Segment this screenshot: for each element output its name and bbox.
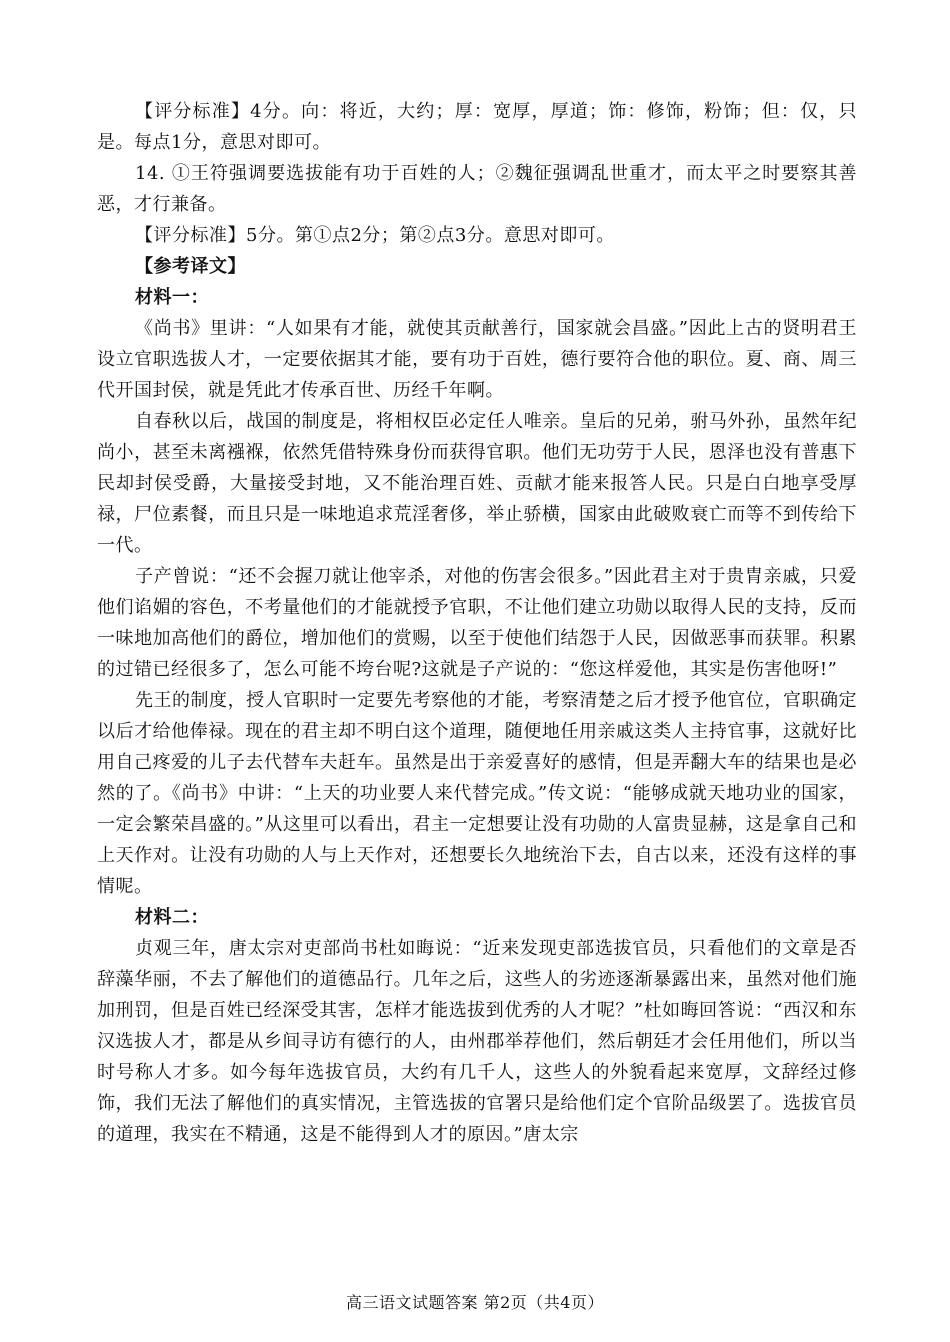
- material-one-para-2: 自春秋以后，战国的制度是，将相权臣必定任人唯亲。皇后的兄弟，驸马外孙，虽然年纪尚小，甚至未离襁褓，依然凭借特殊身份而获得官职。他们无功劳于人民，恩泽也没有普惠下民却封侯受爵，大量接受封地，又不能治理百姓、贡献才能来报答人民。只是白白地享受厚禄，尸位素餐，而且只是一味地追求荒淫奢侈，举止骄横，国家由此破败衰亡而等不到传给下一代。: [97, 411, 857, 556]
- page-content: [97, 96, 857, 1150]
- page-footer: 高三语文试题答案 第2页（共4页）: [346, 1293, 604, 1312]
- material-one-para-3: 子产曾说：“还不会握刀就让他宰杀，对他的伤害会很多。”因此君主对于贵胄亲戚，只爱他们谄媚的容色，不考量他们的才能就授予官职，不让他们建立功勋以取得人民的支持，反而一味地加高他们的爵位，增加他们的赏赐，以至于使他们结怨于人民，因做恶事而获罪。积累的过错已经很多了，怎么可能不垮台呢?这就是子产说的：“您这样爱他，其实是伤害他呀!”: [97, 566, 857, 680]
- reference-translation-heading: 【参考译文】: [135, 256, 246, 277]
- material-one-heading: 材料一：: [135, 287, 209, 308]
- material-one-para-1: 《尚书》里讲：“人如果有才能，就使其贡献善行，国家就会昌盛。”因此上古的贤明君王设立官职选拔人才，一定要依据其才能，要有功于百姓，德行要符合他的职位。夏、商、周三代开国封侯，就是凭此才传承百世、历经千年啊。: [97, 318, 857, 401]
- material-one-para-4: 先王的制度，授人官职时一定要先考察他的才能，考察清楚之后才授予他官位，官职确定以后才给他俸禄。现在的君主却不明白这个道理，随便地任用亲戚这类人主持官事，这就好比用自己疼爱的儿子去代替车夫赶车。虽然是出于亲爱喜好的感情，但是弄翻大车的结果也是必然的了。《尚书》中讲：“上天的功业要人来代替完成。”传文说：“能够成就天地功业的国家，一定会繁荣昌盛的。”从这里可以看出，君主一定想要让没有功勋的人富贵显赫，这是拿自己和上天作对。让没有功勋的人与上天作对，还想要长久地统治下去，自古以来，还没有这样的事情呢。: [97, 690, 857, 897]
- material-two-heading: 材料二：: [135, 907, 209, 928]
- scoring-standard-14: 【评分标准】5分。第①点2分；第②点3分。意思对即可。: [135, 225, 615, 246]
- scoring-standard-13: 【评分标准】4分。向：将近，大约；厚：宽厚，厚道；饰：修饰，粉饰；但：仅，只是。每点1分，意思对即可。: [97, 101, 857, 153]
- answer-14: 14. ①王符强调要选拔能有功于百姓的人；②魏征强调乱世重才，而太平之时要察其善恶，才行兼备。: [97, 163, 857, 215]
- material-two-para-1: 贞观三年，唐太宗对吏部尚书杜如晦说：“近来发现吏部选拔官员，只看他们的文章是否辞藻华丽，不去了解他们的道德品行。几年之后，这些人的劣迹逐渐暴露出来，虽然对他们施加刑罚，但是百姓已经深受其害，怎样才能选拔到优秀的人才呢？”杜如晦回答说：“西汉和东汉选拔人才，都是从乡间寻访有德行的人，由州郡举荐他们，然后朝廷才会任用他们，所以当时号称人才多。如今每年选拔官员，大约有几千人，这些人的外貌看起来宽厚，文辞经过修饰，我们无法了解他们的真实情况，主管选拔的官署只是给他们定个官阶品级罢了。选拔官员的道理，我实在不精通，这是不能得到人才的原因。”唐太宗: [97, 938, 857, 1145]
